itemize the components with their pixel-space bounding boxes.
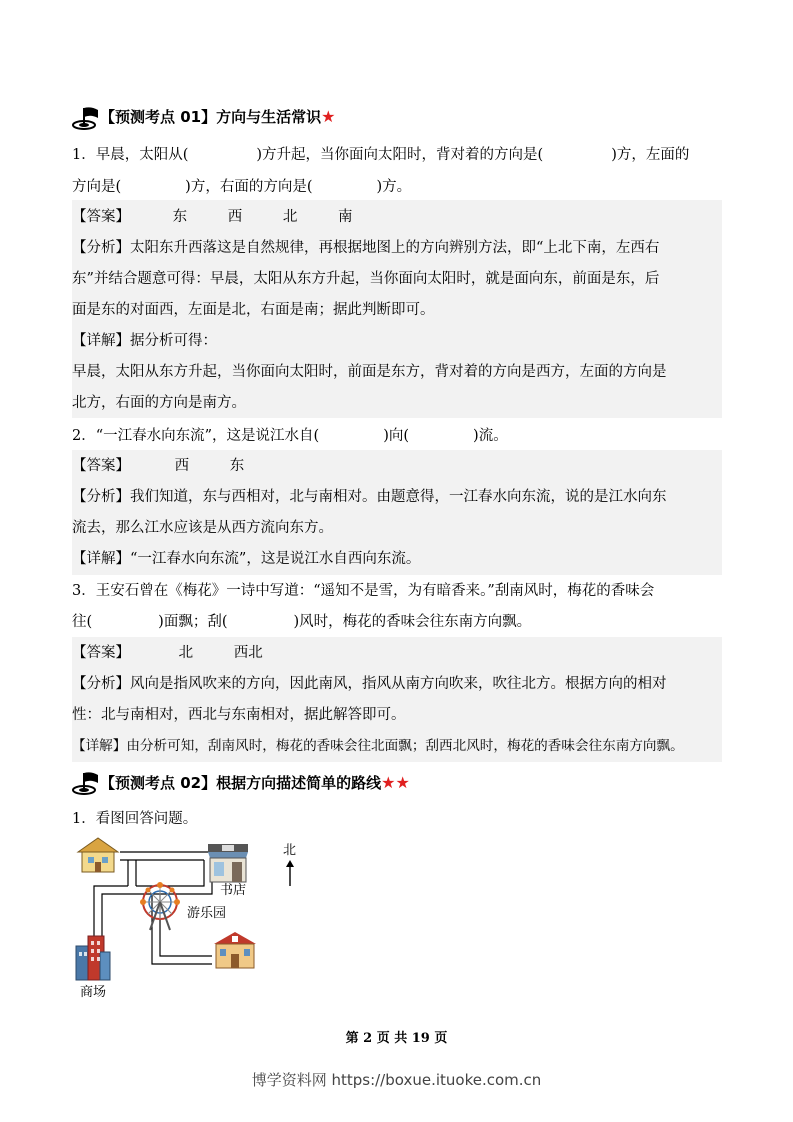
analysis-q3-line-2: 性：北与南相对，西北与东南相对，据此解答即可。 xyxy=(72,707,406,723)
ferris-wheel-icon xyxy=(138,882,182,936)
question-1-line-2: 方向是( )方，右面的方向是( )方。 xyxy=(72,179,412,195)
analysis-q1-line-2: 东”并结合题意可得：早晨，太阳从东方升起，当你面向太阳时，就是面向东，前面是东，后 xyxy=(72,271,660,287)
star-rating: ★ xyxy=(321,107,336,126)
analysis-q2-line-2: 流去，那么江水应该是从西方流向东方。 xyxy=(72,520,333,536)
detail-q1-line-1: 早晨，太阳从东方升起，当你面向太阳时，前面是东方，背对着的方向是西方，左面的方向是 xyxy=(72,364,667,380)
label-park: 游乐园 xyxy=(187,906,227,921)
answer-line-q3: 【答案】 北 西北 xyxy=(72,645,263,661)
page-number: 第 2 页 共 19 页 xyxy=(345,1031,448,1046)
label-bookstore: 书店 xyxy=(220,883,247,898)
analysis-q1-line-1: 【分析】太阳东升西落这是自然规律，再根据地图上的方向辨别方法，即“上北下南，左西右 xyxy=(72,240,660,256)
answer-line-q2: 【答案】 西 东 xyxy=(72,458,245,474)
detail-q3-line: 【详解】由分析可知，刮南风时，梅花的香味会往北面飘；刮西北风时，梅花的香味会往东南方向飘。 xyxy=(72,738,684,754)
detail-q2-line: 【详解】“一江春水向东流”，这是说江水自西向东流。 xyxy=(72,551,421,567)
answer-line-q1: 【答案】 东 西 北 南 xyxy=(72,209,353,225)
analysis-q2-line-1: 【分析】我们知道，东与西相对，北与南相对。由题意得，一江春水向东流，说的是江水向东 xyxy=(72,489,667,505)
mall-icon xyxy=(72,932,112,986)
watermark-footer: 博学资料网 https://boxue.ituoke.com.cn xyxy=(251,1071,542,1089)
analysis-q1-line-3: 面是东的对面西，左面是北，右面是南；据此判断即可。 xyxy=(72,302,435,318)
detail-q1-line-2: 北方，右面的方向是南方。 xyxy=(72,395,246,411)
question-2-line: 2．“一江春水向东流”，这是说江水自( )向( )流。 xyxy=(72,428,508,444)
flag-icon xyxy=(72,771,100,799)
star-rating: ★★ xyxy=(381,773,410,792)
detail-q1-head: 【详解】据分析可得： xyxy=(72,333,217,349)
question-1-line-1: 1．早晨，太阳从( )方升起，当你面向太阳时，背对着的方向是( )方，左面的 xyxy=(72,147,690,163)
house-icon xyxy=(76,836,120,878)
analysis-q3-line-1: 【分析】风向是指风吹来的方向，因此南风，指风从南方向吹来，吹往北方。根据方向的相对 xyxy=(72,676,667,692)
flag-icon xyxy=(72,106,100,134)
section-title-01: 【预测考点 01】方向与生活常识★ xyxy=(100,107,336,126)
question-3-line-1: 3．王安石曾在《梅花》一诗中写道：“遥知不是雪，为有暗香来。”刮南风时，梅花的香味会 xyxy=(72,583,655,599)
label-mall: 商场 xyxy=(80,985,107,1000)
north-arrow-icon xyxy=(284,860,296,890)
school-icon xyxy=(210,930,260,974)
bookstore-icon xyxy=(206,840,250,888)
section-2-question-1: 1．看图回答问题。 xyxy=(72,811,198,827)
section-title-02: 【预测考点 02】根据方向描述简单的路线★★ xyxy=(100,773,410,792)
north-label: 北 xyxy=(283,843,297,858)
question-3-line-2: 往( )面飘；刮( )风时，梅花的香味会往东南方向飘。 xyxy=(72,614,532,630)
route-map xyxy=(72,832,312,1004)
